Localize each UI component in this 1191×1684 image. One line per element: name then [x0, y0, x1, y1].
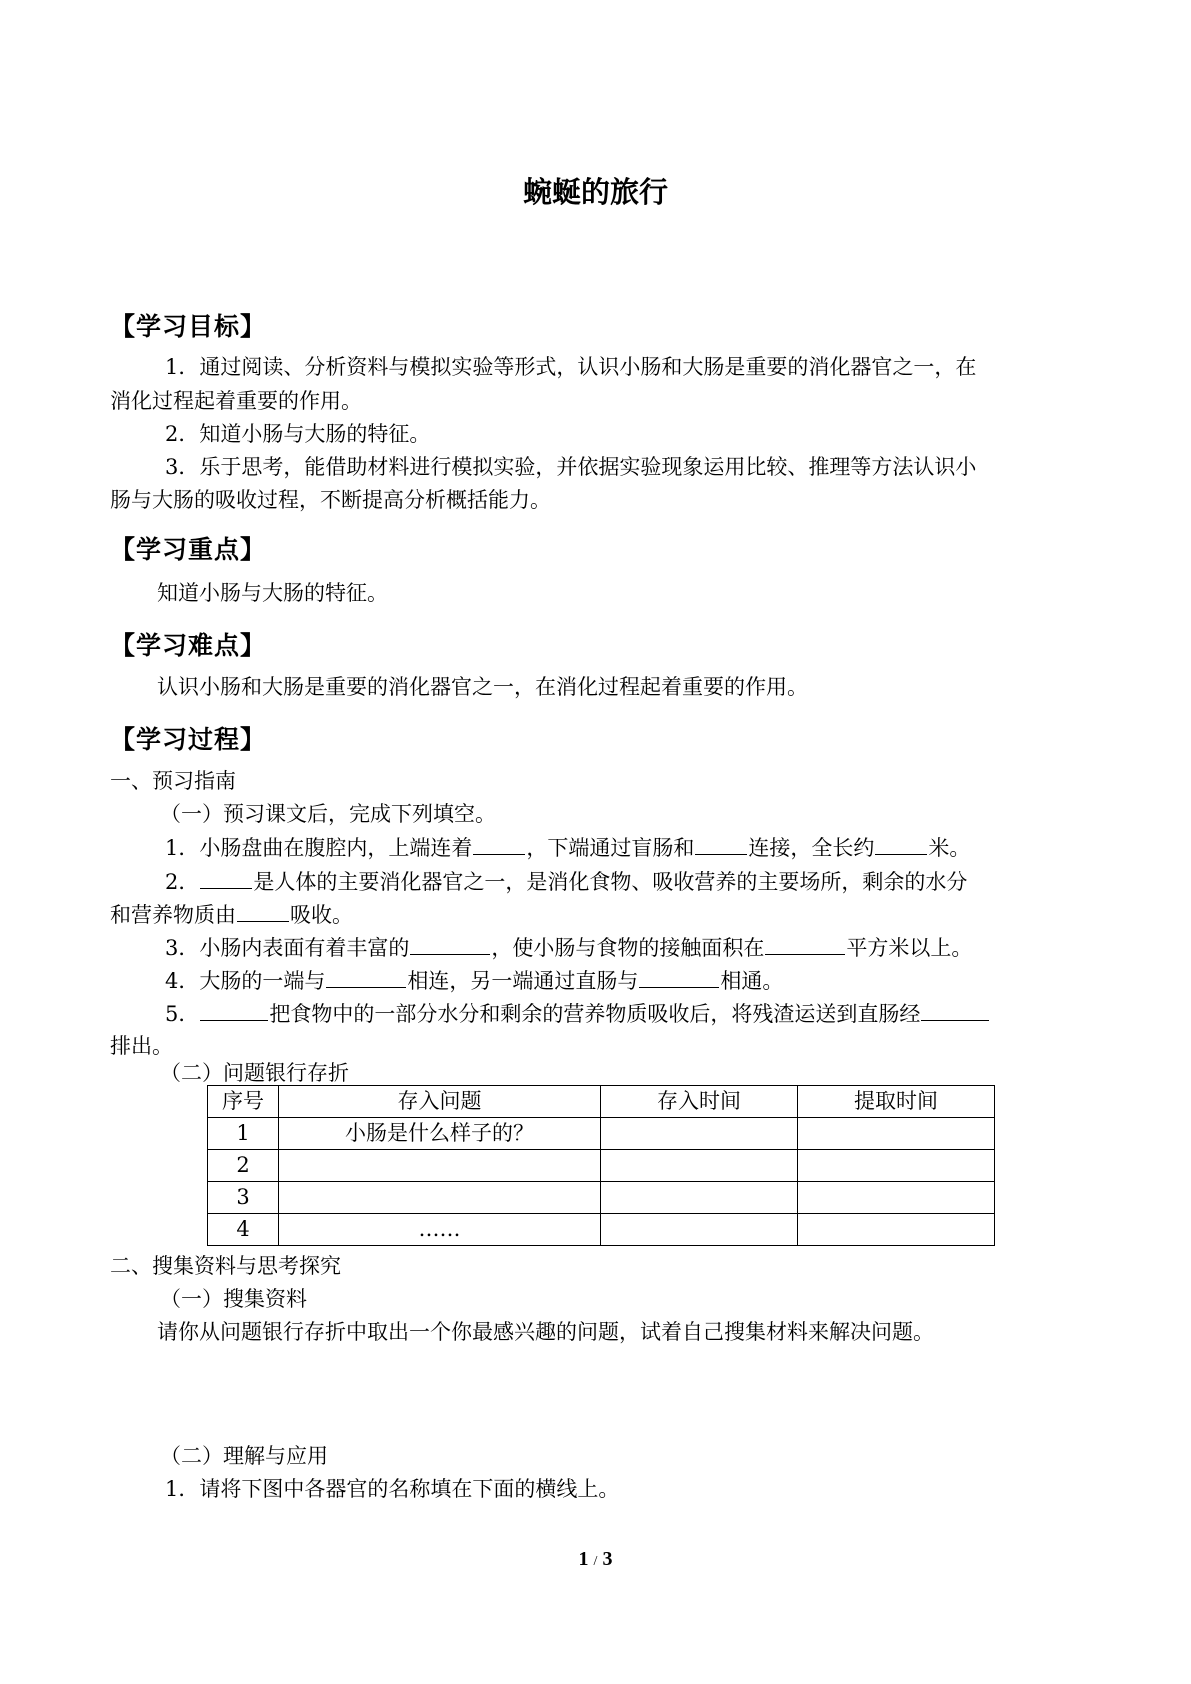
q4-text-b: 相连，另一端通过直肠与 — [407, 969, 639, 993]
table-header-cell: 序号 — [208, 1086, 279, 1118]
q4-blank-1[interactable] — [326, 965, 406, 988]
q1-text-d: 米。 — [928, 836, 971, 860]
table-row — [208, 1150, 995, 1182]
q2-text-a: 2． — [165, 870, 200, 894]
difficulties-text: 认识小肠和大肠是重要的消化器官之一，在消化过程起着重要的作用。 — [157, 675, 808, 699]
part1-sub2: （二）问题银行存折 — [160, 1061, 349, 1085]
q4-blank-2[interactable] — [639, 965, 719, 988]
table-cell: 小肠是什么样子的？ — [279, 1118, 601, 1150]
table-cell[interactable] — [798, 1118, 995, 1150]
fill-question-2 — [165, 866, 967, 897]
fill-question-5-cont: 排出。 — [110, 1034, 173, 1058]
objective-line-4: 3．乐于思考，能借助材料进行模拟实验，并依据实验现象运用比较、推理等方法认识小 — [165, 455, 977, 479]
q2-text-b: 是人体的主要消化器官之一，是消化食物、吸收营养的主要场所，剩余的水分 — [253, 870, 968, 894]
q5-text-a: 5． — [165, 1002, 200, 1026]
fill-question-3 — [165, 932, 972, 963]
fill-question-4 — [165, 965, 783, 996]
q4-text-a: 4．大肠的一端与 — [165, 969, 326, 993]
q3-text-a: 3．小肠内表面有着丰富的 — [165, 936, 410, 960]
fill-question-5 — [165, 998, 990, 1029]
part1-title: 一、预习指南 — [110, 769, 236, 793]
process-heading: 【学习过程】 — [110, 725, 267, 754]
table-cell[interactable] — [279, 1150, 601, 1182]
q1-text-c: 连接，全长约 — [748, 836, 875, 860]
difficulties-heading: 【学习难点】 — [110, 631, 267, 660]
q3-blank-1[interactable] — [410, 932, 490, 955]
fill-question-2-cont — [110, 899, 353, 930]
table-row — [208, 1182, 995, 1214]
table-cell[interactable] — [798, 1182, 995, 1214]
table-cell: 3 — [208, 1182, 279, 1214]
table-cell: 1 — [208, 1118, 279, 1150]
q2-blank-1[interactable] — [200, 866, 252, 889]
key-points-heading: 【学习重点】 — [110, 535, 267, 564]
q2-blank-2[interactable] — [237, 899, 289, 922]
page-current: 1 — [578, 1548, 589, 1570]
page-total: 3 — [602, 1548, 613, 1570]
table-header-cell: 提取时间 — [798, 1086, 995, 1118]
table-cell[interactable] — [798, 1150, 995, 1182]
q5-blank-2[interactable] — [921, 998, 989, 1021]
part2-sub2-text: 1．请将下图中各器官的名称填在下面的横线上。 — [165, 1477, 620, 1501]
table-cell[interactable] — [601, 1150, 798, 1182]
objective-line-2: 消化过程起着重要的作用。 — [110, 389, 362, 413]
q3-text-b: ，使小肠与食物的接触面积在 — [491, 936, 765, 960]
table-cell[interactable] — [601, 1118, 798, 1150]
objective-line-3: 2．知道小肠与大肠的特征。 — [165, 422, 431, 446]
table-cell[interactable] — [601, 1182, 798, 1214]
question-bank-table — [207, 1085, 995, 1246]
page-title: 蜿蜒的旅行 — [522, 175, 668, 209]
q5-blank-1[interactable] — [200, 998, 268, 1021]
table-cell[interactable] — [279, 1182, 601, 1214]
key-points-text: 知道小肠与大肠的特征。 — [157, 581, 388, 605]
table-header-cell: 存入时间 — [601, 1086, 798, 1118]
q1-text-b: ，下端通过盲肠和 — [526, 836, 695, 860]
q1-text-a: 1．小肠盘曲在腹腔内，上端连着 — [165, 836, 473, 860]
table-cell[interactable] — [798, 1214, 995, 1246]
objectives-heading: 【学习目标】 — [110, 312, 267, 341]
table-cell: …… — [279, 1214, 601, 1246]
table-row — [208, 1214, 995, 1246]
table-header-row — [208, 1086, 995, 1118]
part2-title: 二、搜集资料与思考探究 — [110, 1254, 341, 1278]
table-cell[interactable] — [601, 1214, 798, 1246]
q2c-text-a: 和营养物质由 — [110, 903, 236, 927]
q1-blank-2[interactable] — [695, 832, 747, 855]
page-separator: / — [593, 1554, 598, 1569]
q1-blank-1[interactable] — [473, 832, 525, 855]
objective-line-1: 1．通过阅读、分析资料与模拟实验等形式，认识小肠和大肠是重要的消化器官之一，在 — [165, 355, 977, 379]
part1-sub1: （一）预习课文后，完成下列填空。 — [160, 802, 496, 826]
part2-sub1-text: 请你从问题银行存折中取出一个你最感兴趣的问题，试着自己搜集材料来解决问题。 — [157, 1320, 934, 1344]
q2c-text-b: 吸收。 — [290, 903, 353, 927]
objective-line-5: 肠与大肠的吸收过程，不断提高分析概括能力。 — [110, 488, 551, 512]
table-cell: 4 — [208, 1214, 279, 1246]
table-row — [208, 1118, 995, 1150]
q1-blank-3[interactable] — [875, 832, 927, 855]
q3-blank-2[interactable] — [765, 932, 845, 955]
page-number — [0, 1548, 1191, 1571]
q3-text-c: 平方米以上。 — [846, 936, 973, 960]
table-header-cell: 存入问题 — [279, 1086, 601, 1118]
table-cell: 2 — [208, 1150, 279, 1182]
part2-sub1: （一）搜集资料 — [160, 1287, 307, 1311]
part2-sub2: （二）理解与应用 — [160, 1444, 328, 1468]
q5-text-b: 把食物中的一部分水分和剩余的营养物质吸收后，将残渣运送到直肠经 — [269, 1002, 921, 1026]
q4-text-c: 相通。 — [720, 969, 784, 993]
fill-question-1 — [165, 832, 970, 863]
